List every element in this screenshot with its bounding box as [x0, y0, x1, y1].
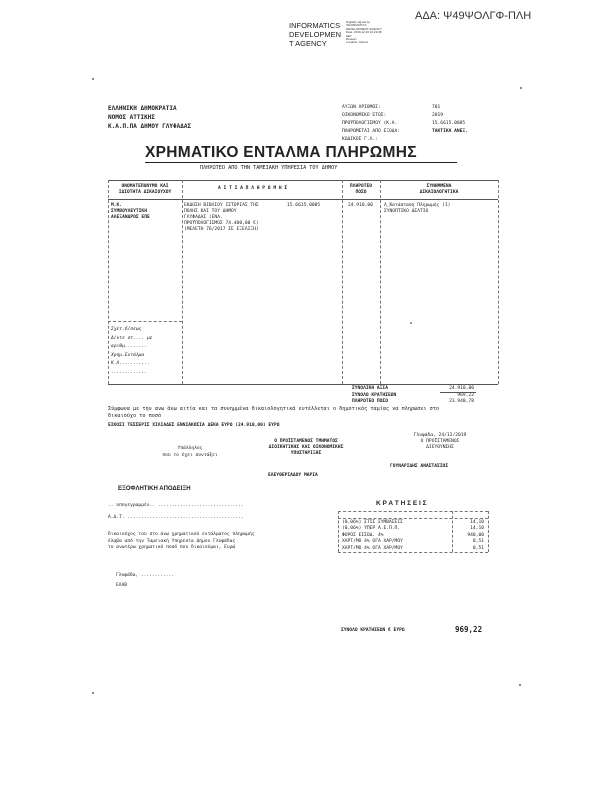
deductions-values	[454, 520, 484, 552]
receipt-place: Γλυφάδα, ............	[116, 573, 175, 578]
issuer-block	[108, 104, 191, 131]
scan-mark	[519, 684, 521, 686]
scan-mark	[92, 692, 94, 694]
receipt-body	[108, 532, 255, 552]
signature-line: ΔΙΕΥΘΥΝΣΗΣ	[426, 445, 454, 450]
meta-value: 15.6615.0005	[432, 121, 466, 126]
signature-center	[246, 439, 366, 457]
side-line: Κ.Α...........	[111, 361, 150, 366]
meta-label: ΑΥΞΩΝ ΑΡΙΘΜΟΣ:	[342, 105, 381, 110]
header-text: ΣΥΝΗΜΜΕΝΑ	[426, 184, 452, 189]
deductions-header-line	[338, 518, 488, 519]
meta-label: ΚΩΔΙΚΟΣ Γ.Λ.:	[342, 137, 378, 142]
total-value: 24.910,00	[449, 386, 474, 391]
deduction-value: 0,51	[472, 539, 484, 545]
side-line: αριθμ........	[111, 344, 147, 349]
total-value: 23.940,78	[449, 399, 474, 404]
meta-values	[432, 104, 468, 136]
receipt-body-line: το ανωτέρω χρηματικό ποσό που δικαιούμαι, Ευρώ	[108, 545, 236, 550]
side-line: .............	[111, 369, 147, 375]
deductions-col-divider	[452, 511, 453, 552]
order-text-2: δικαιούχο το ποσό	[108, 413, 162, 419]
deduction-value: 14,10	[470, 526, 484, 532]
document-title: ΧΡΗΜΑΤΙΚΟ ΕΝΤΑΛΜΑ ΠΛΗΡΩΜΗΣ	[145, 144, 417, 161]
deductions-total-value: 969,22	[455, 625, 483, 634]
issuer-line: ΝΟΜΟΣ ΑΤΤΙΚΗΣ	[108, 114, 155, 121]
meta-value: 701	[432, 105, 441, 110]
scan-mark	[92, 78, 94, 80]
signature-right	[385, 433, 495, 451]
totals-labels	[352, 386, 396, 406]
meta-labels	[342, 104, 400, 144]
document-subtitle: ΠΛΗΡΩΤΕΟ ΑΠΟ ΤΗΝ ΤΑΜΕΙΑΚΗ ΥΠΗΡΕΣΙΑ ΤΟΥ ΔΗΜΟΥ	[200, 165, 338, 171]
sig-line: Location: Athens	[346, 40, 369, 45]
deduction-label: ΧΑΡΤ/ΜΟ 4% ΟΓΑ ΧΑΡ/ΜΟΥ	[342, 539, 403, 545]
signature-line: Γλυφάδα, 24/12/2019	[413, 433, 467, 438]
header-text: ΠΛΗΡΩΤΕΟ	[349, 184, 373, 189]
deduction-value: 0,51	[472, 545, 484, 551]
totals-values	[440, 386, 474, 406]
logo-line: INFORMATICS	[289, 21, 341, 30]
signature-left	[150, 445, 230, 459]
deductions-top-line	[338, 511, 488, 512]
logo-line: T AGENCY	[289, 39, 327, 48]
header-text: ΔΙΚΑΙΟΛΟΓΗΤΙΚΑ	[419, 190, 459, 195]
beneficiary-line: ΑΛΕΞΑΝΔΡΟΣ ΕΠΕ	[111, 215, 150, 220]
side-line: Δ/ντε στ.... με	[111, 335, 153, 341]
deductions-total-label: ΣΥΝΟΛΟ ΚΡΑΤΗΣΕΩΝ € ΕΥΡΩ	[341, 628, 405, 633]
account-code: 15.6615.0005	[287, 203, 321, 208]
signatory-right-name: ΓΟΥΝΑΡΙΔΗΣ ΑΝΑΣΤΑΣΙΟΣ	[390, 464, 449, 469]
signature-line: ΥΠΟΣΤΗΡΙΞΗΣ	[290, 451, 322, 456]
header-amount	[345, 184, 377, 196]
title-underline	[145, 162, 457, 163]
header-docs	[385, 184, 493, 196]
side-notes	[111, 326, 153, 377]
docs-line: Λ_Κατάσταση Πληρωμής (1)	[384, 203, 451, 208]
deductions-left-border	[338, 511, 339, 552]
side-line: Σχετ.δ/σεως	[111, 327, 142, 332]
deduction-label: (0,06%) ΥΠΕΡ Α.Ε.Π.Π.	[342, 526, 401, 532]
meta-label: ΠΛΗΡΩΜΕΤΑΙ ΑΠΟ ΕΞΟΔΑ:	[342, 129, 401, 134]
header-text: ΠΟΣΟ	[355, 190, 367, 195]
table-right-border	[498, 180, 499, 384]
table-left-border	[108, 180, 109, 384]
total-label: ΠΛΗΡΩΤΕΟ ΠΟΣΟ	[352, 399, 388, 404]
total-label: ΣΥΝΟΛΙΚΗ ΑΞΙΑ	[352, 386, 388, 391]
logo-line: DEVELOPMEN	[289, 30, 342, 39]
receipt-line-1: .. υπογεγραμμέν.. ...............................	[108, 503, 244, 508]
signatory-center-name: ΕΛΕΥΘΕΡΙΑΔΟΥ ΜΑΡΙΑ	[268, 473, 318, 478]
table-header-line	[108, 199, 498, 200]
docs-line: ΣΥΝΟΠΤΙΚΟ ΔΕΛΤΙΟ	[384, 209, 429, 214]
deduction-value: 940,00	[467, 532, 484, 538]
receipt-body-line: δικαιούχος του στο άνω χρηματικού εντάλματος πληρωμής	[108, 532, 255, 537]
cause-line: ΓΛΥΦΑΔΑΣ (ΕΝΑ.	[184, 215, 223, 220]
signature-line: που το έχει συντάξει	[162, 453, 218, 458]
sig-line: Reason:	[346, 37, 358, 42]
signature-line: ΔΙΟΙΚΗΤΙΚΗΣ ΚΑΙ ΟΙΚΟΝΟΜΙΚΗΣ	[268, 445, 344, 450]
deductions-bottom-line	[338, 552, 488, 553]
meta-label: ΠΡΟΫΠΟΛΟΓΙΣΜΟΥ (Κ.Α.	[342, 121, 398, 126]
deductions-title: Κ Ρ Α Τ Η Σ Ε Ι Σ	[376, 500, 427, 507]
header-text: ΙΔΙΟΤΗΤΑ ΔΙΚΑΙΟΥΧΟΥ	[118, 190, 172, 195]
receipt-body-line: έλαβα από την Ταμειακή Υπηρεσία Δήμου Γλυφάδας	[108, 538, 236, 544]
total-label: ΣΥΝΟΛΟ ΚΡΑΤΗΣΕΩΝ	[352, 392, 397, 398]
beneficiary-cell	[111, 203, 150, 221]
receipt-received: ΕΛΑΒ	[116, 583, 128, 588]
sig-line: EET	[346, 33, 352, 38]
signature-line: Ο ΠΡΟΪΣΤΑΜΕΝΟΣ	[420, 439, 460, 444]
signature-line: Υπάλληλος	[177, 446, 203, 451]
sig-line: INFORMATICS	[346, 23, 367, 28]
cause-line: ΠΡΟΫΠΟΛΟΓΙΣΜΟΣ 74.400,00 €)	[184, 221, 259, 226]
header-text: ΟΝΟΜΑΤΕΠΩΝΥΜΟ ΚΑΙ	[121, 184, 169, 189]
total-value: 969,22	[457, 392, 474, 398]
table-col-divider	[342, 180, 343, 384]
header-cause: Α Ι Τ Ι Α Π Λ Η Ρ Ω Μ Η Σ	[218, 186, 288, 191]
meta-value: 2019	[432, 113, 444, 118]
deduction-label: (0,06%) ΣΤΙΣ ΣΥΜΒΑΣΕΙΣ	[342, 520, 403, 525]
deduction-label: ΧΑΡΤ/ΜΟ 4% ΟΓΑ ΧΑΡ/ΜΟΥ	[342, 545, 403, 551]
issuer-line: ΕΛΛΗΝΙΚΗ ΔΗΜΟΚΡΑΤΙΑ	[108, 105, 177, 112]
scan-mark	[410, 322, 412, 324]
issuer-line: Κ.Α.Π.ΠΑ ΔΗΜΟΥ ΓΛΥΦΑΔΑΣ	[108, 123, 192, 130]
amount-in-words: ΕΙΚΟΣΙ ΤΕΣΣΕΡΙΣ ΧΙΛΙΑΔΕΣ ΕΝΝΙΑΚΟΣΙΑ ΔΕΚΑ ΕΥΡΩ (24.910,00) ΕΥΡΩ	[108, 423, 280, 428]
digital-signature-note	[346, 21, 382, 45]
meta-value: ΤΑΚΤΙΚΑ ΑΝΕΞ.	[432, 129, 468, 134]
header-beneficiary	[112, 184, 178, 196]
table-bottom-line	[108, 384, 498, 385]
deductions-right-border	[488, 511, 489, 552]
sig-line: Date: 2019.12.30 10:22:08	[346, 30, 382, 35]
signature-line: Ο ΠΡΟΪΣΤΑΜΕΝΟΣ ΤΜΗΜΑΤΟΣ	[274, 439, 338, 444]
table-col-divider	[182, 180, 183, 384]
ada-code: ΑΔΑ: Ψ49ΨΟΛΓΦ-ΠΛΗ	[415, 10, 532, 22]
deductions-labels	[342, 520, 403, 552]
beneficiary-line: ΣΥΜΒΟΥΛΕΥΤΙΚΗ	[111, 209, 147, 214]
sig-line: DEVELOPMENT AGENCY	[346, 26, 382, 31]
logo-block	[289, 21, 341, 48]
beneficiary-line: Μ.Κ.	[111, 203, 123, 208]
cause-line: ΠΟΛΗΣ ΚΑΙ ΤΟΥ ΔΗΜΟΥ	[184, 209, 237, 214]
cause-cell	[184, 203, 259, 233]
cause-line: (ΜΕΛΕΤΗ 76/2017 ΣΕ ΕΞΕΛΙΞΗ)	[184, 227, 259, 232]
sig-line: Digitally signed by	[346, 20, 371, 24]
meta-label: ΟΙΚΟΝΟΜΙΚΟ ΕΤΟΣ:	[342, 113, 387, 118]
deduction-label: ΦΟΡΟΣ ΕΙΣΟΔ. 4%	[342, 532, 384, 538]
total-rule	[440, 392, 476, 393]
cause-line: ΕΚΔΟΣΗ ΒΙΒΛΙΟΥ ΙΣΤΟΡΙΑΣ ΤΗΣ	[184, 203, 259, 208]
receipt-line-2: Α.Δ.Τ. ..........................................	[108, 515, 244, 520]
order-text: Σύμφωνα με την ανω άνω αιτία και τα συνημμένα δικαιολογητικά εντέλλεται ο δημοτικός ταμίας να πληρώσει στο	[108, 406, 440, 412]
side-line: Χρημ.Εντάλμα	[111, 352, 145, 358]
table-col-divider	[380, 180, 381, 384]
amount-cell: 24.910,00	[348, 203, 373, 208]
scan-mark	[520, 87, 522, 89]
docs-cell	[384, 203, 450, 215]
deduction-value: 14,10	[470, 520, 484, 525]
receipt-title: ΕΞΟΦΛΗΤΙΚΗ ΑΠΟΔΕΙΞΗ	[118, 486, 191, 492]
side-divider	[108, 321, 182, 322]
table-top-line	[108, 180, 498, 181]
